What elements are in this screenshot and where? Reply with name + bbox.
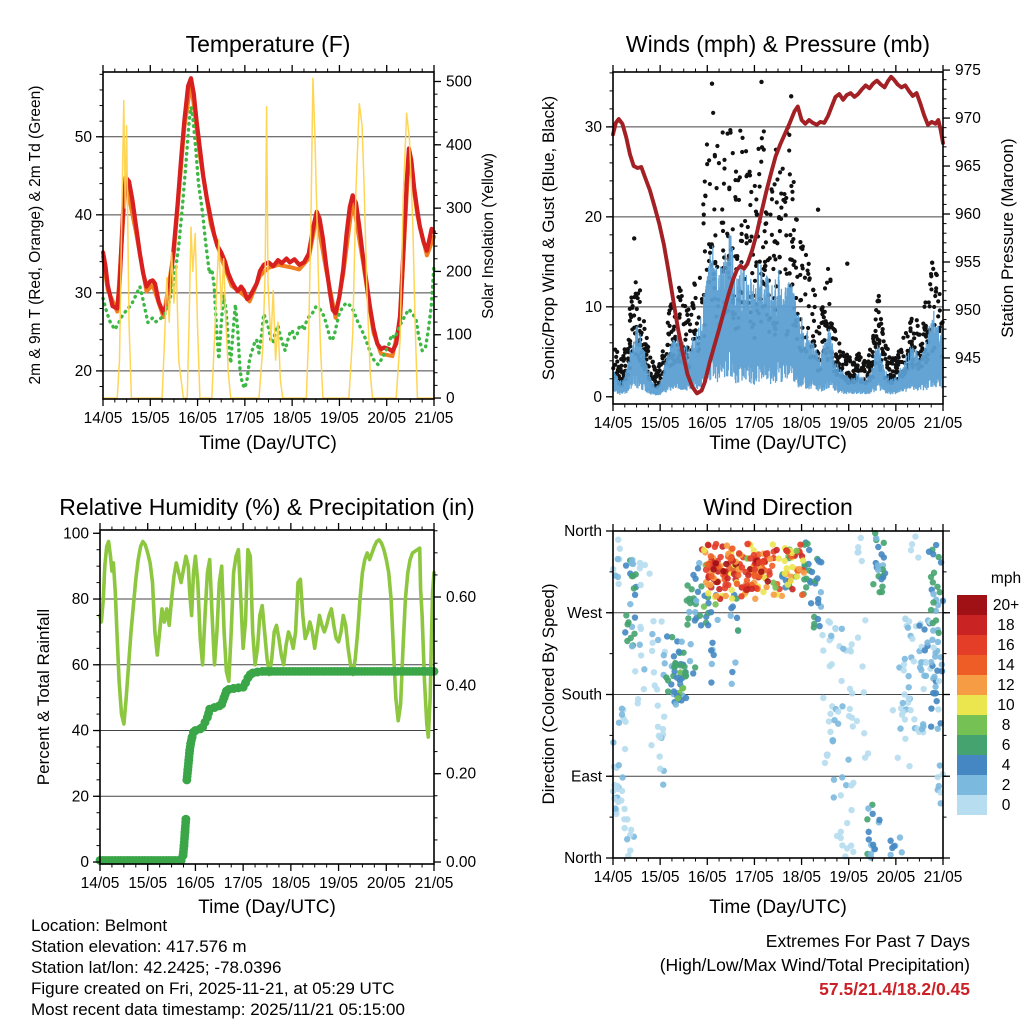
svg-text:East: East [570,768,602,786]
svg-text:16/05: 16/05 [176,875,215,892]
station-latlon: Station lat/lon: 42.2425; -78.0396 [31,958,282,977]
svg-text:0: 0 [80,854,89,872]
svg-text:18/05: 18/05 [782,415,821,432]
svg-text:955: 955 [955,253,981,271]
temperature-xaxis-label: Time (Day/UTC) [199,433,337,454]
svg-text:North: North [564,850,602,867]
svg-text:15/05: 15/05 [640,415,680,432]
svg-text:6: 6 [1001,737,1011,754]
svg-text:21/05: 21/05 [923,869,963,886]
svg-text:21/05: 21/05 [923,415,963,432]
svg-text:South: South [561,686,602,704]
svg-text:0.40: 0.40 [446,677,477,695]
svg-text:0: 0 [1001,797,1011,814]
svg-text:0.20: 0.20 [446,765,477,783]
svg-text:100: 100 [446,326,472,344]
svg-text:20/05: 20/05 [876,415,916,432]
svg-text:50: 50 [74,128,92,146]
temperature-chart-title: Temperature (F) [185,31,351,57]
svg-text:18/05: 18/05 [272,410,312,427]
svg-text:965: 965 [955,158,981,176]
humidity-precip-chart-title: Relative Humidity (%) & Precipitation (in) [59,494,475,520]
svg-text:19/05: 19/05 [829,869,869,886]
temperature-yaxis-right-label: Solar Insolation (Yellow) [480,153,497,319]
extremes-subtitle: (High/Low/Max Wind/Total Precipitation) [659,955,970,975]
svg-text:18: 18 [997,617,1015,634]
svg-text:200: 200 [446,263,472,281]
station-info [31,915,405,1020]
svg-text:500: 500 [446,73,472,91]
svg-text:21/05: 21/05 [414,410,454,427]
svg-text:North: North [564,523,602,540]
svg-text:20/05: 20/05 [367,410,407,427]
svg-text:West: West [566,604,602,622]
svg-text:300: 300 [446,200,472,218]
svg-text:10: 10 [997,697,1015,714]
svg-text:16: 16 [997,637,1015,654]
extremes-summary [660,929,970,1001]
svg-text:15/05: 15/05 [130,410,170,427]
svg-text:20/05: 20/05 [366,875,406,892]
svg-text:80: 80 [71,591,89,609]
svg-text:15/05: 15/05 [640,869,680,886]
svg-text:30: 30 [74,284,92,302]
svg-text:960: 960 [955,206,981,224]
svg-text:0: 0 [446,390,455,408]
svg-text:10: 10 [584,298,602,316]
svg-text:970: 970 [955,110,981,128]
svg-text:0.60: 0.60 [446,589,477,607]
svg-text:40: 40 [74,206,92,224]
station-elevation: Station elevation: 417.576 m [31,937,247,956]
winds-yaxis-right-label: Station Pressure (Maroon) [998,138,1017,338]
svg-text:18/05: 18/05 [271,875,311,892]
svg-text:20+: 20+ [992,597,1020,614]
wind-direction-yaxis-label: Direction (Colored By Speed) [539,583,558,805]
figure-created: Figure created on Fri, 2025-11-21, at 05:29 UTC [31,979,395,998]
svg-text:21/05: 21/05 [414,875,454,892]
station-location: Location: Belmont [31,916,168,935]
svg-text:950: 950 [955,301,981,319]
winds-pressure-chart-title: Winds (mph) & Pressure (mb) [625,31,931,57]
svg-text:14/05: 14/05 [593,869,633,886]
humidity-yaxis-left-label: Percent & Total Rainfall [34,608,53,786]
svg-text:12: 12 [997,677,1015,694]
svg-text:15/05: 15/05 [128,875,168,892]
svg-text:0.00: 0.00 [446,854,477,872]
svg-text:17/05: 17/05 [225,410,265,427]
extremes-title: Extremes For Past 7 Days [765,931,970,951]
svg-text:20: 20 [584,208,602,226]
svg-text:20: 20 [71,788,89,806]
svg-text:4: 4 [1001,757,1011,774]
svg-text:16/05: 16/05 [687,415,727,432]
winds-yaxis-left-label: Sonic/Prop Wind & Gust (Blue, Black) [539,95,558,381]
data-timestamp: Most recent data timestamp: 2025/11/21 05:15:00 [31,1000,405,1019]
svg-text:16/05: 16/05 [687,869,727,886]
svg-text:17/05: 17/05 [735,869,774,886]
svg-text:17/05: 17/05 [223,875,263,892]
svg-text:20: 20 [74,362,92,380]
svg-text:20/05: 20/05 [876,869,916,886]
svg-text:945: 945 [955,349,981,367]
svg-text:14/05: 14/05 [83,410,123,427]
temperature-yaxis-left-label: 2m & 9m T (Red, Orange) & 2m Td (Green) [27,85,44,385]
svg-text:2: 2 [1001,777,1011,794]
svg-text:40: 40 [71,722,89,740]
svg-text:14/05: 14/05 [593,415,633,432]
svg-text:19/05: 19/05 [829,415,869,432]
svg-text:30: 30 [584,118,602,136]
extremes-values: 57.5/21.4/18.2/0.45 [819,979,970,999]
svg-text:100: 100 [63,525,89,543]
svg-text:18/05: 18/05 [782,869,821,886]
svg-text:0: 0 [593,388,602,406]
svg-text:8: 8 [1001,717,1011,734]
svg-text:19/05: 19/05 [320,410,359,427]
svg-text:17/05: 17/05 [735,415,774,432]
svg-text:19/05: 19/05 [319,875,358,892]
svg-text:60: 60 [71,656,89,674]
humidity-xaxis-label: Time (Day/UTC) [198,897,336,918]
svg-text:400: 400 [446,136,472,154]
wind-direction-xaxis-label: Time (Day/UTC) [709,897,847,918]
svg-text:14/05: 14/05 [80,875,120,892]
svg-text:14: 14 [997,657,1015,674]
wind-direction-chart-title: Wind Direction [703,494,853,520]
svg-text:975: 975 [955,62,981,80]
winds-xaxis-label: Time (Day/UTC) [709,433,847,454]
colorbar-unit-label: mph [990,570,1022,587]
svg-text:16/05: 16/05 [178,410,217,427]
